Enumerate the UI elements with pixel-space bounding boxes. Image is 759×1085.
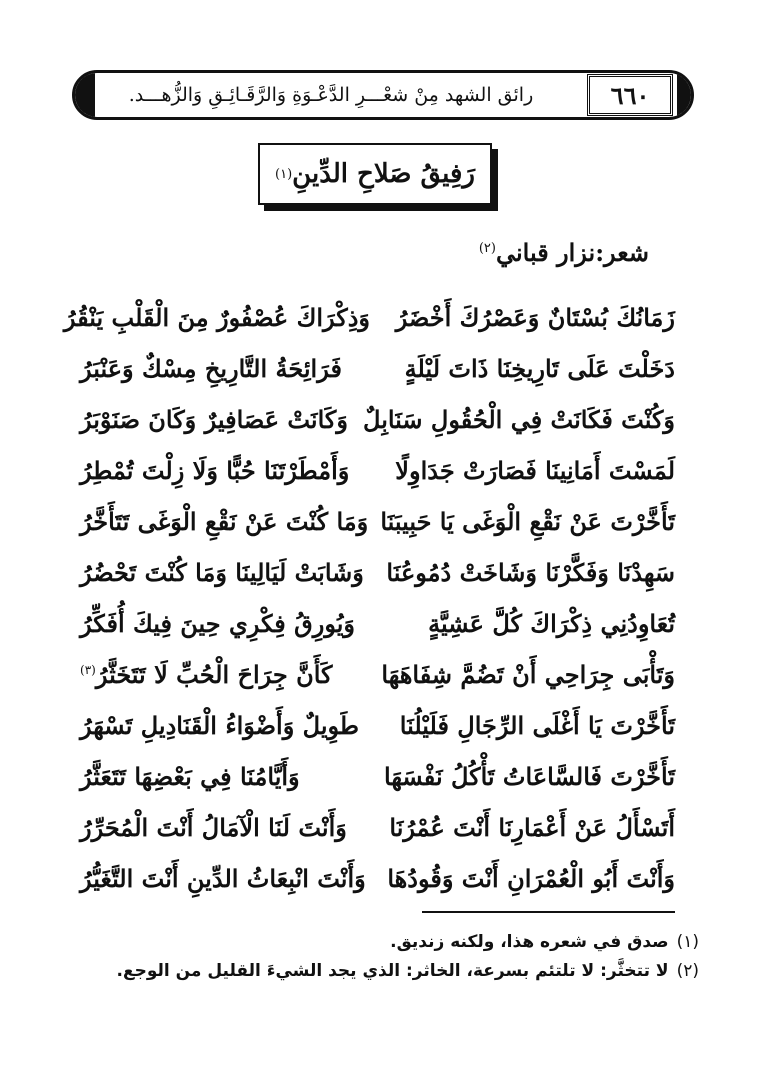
verse-first-hemistich: زَمَانُكَ بُسْتَانٌ وَعَصْرُكَ أَخْضَرُ [395, 303, 675, 332]
verse-first-hemistich: تَأَخَّرْتَ يَا أَغْلَى الرِّجَالِ فَلَيْلُنَا [399, 711, 675, 740]
verse-first-hemistich: تُعَاوِدُنِي ذِكْرَاكَ كُلَّ عَشِيَّةٍ [428, 609, 675, 638]
verse [80, 496, 675, 547]
hemistich-text: طَوِيلٌ وَأَضْوَاءُ الْقَنَادِيلِ تَسْهَرُ [80, 711, 360, 740]
verse [80, 394, 675, 445]
header-cap-right [677, 73, 691, 117]
verse [80, 751, 675, 802]
verse [80, 445, 675, 496]
hemistich-text: وَأَمْطَرْتَنَا حُبًّا وَلَا زِلْتَ تُمْطِرُ [80, 456, 350, 485]
verse [80, 547, 675, 598]
hemistich-text: وَشَابَتْ لَيَالِينَا وَمَا كُنْتَ تَحْضُرُ [80, 558, 364, 587]
verse-second-hemistich [80, 762, 370, 791]
verse-first-hemistich: سَهِدْنَا وَفَكَّرْنَا وَشَاخَتْ دُمُوعُنَا [386, 558, 675, 587]
verse-first-hemistich: وَكُنْتَ فَكَانَتْ فِي الْحُقُولِ سَنَابِلٌ [363, 405, 675, 434]
verse-second-hemistich [80, 660, 370, 689]
verse-second-hemistich [80, 456, 370, 485]
poem-body [63, 292, 675, 904]
poem-title [258, 143, 492, 205]
hemistich-text: وَأَنْتَ انْبِعَاثُ الدِّينِ أَنْتَ التَّغَيُّرُ [80, 864, 366, 893]
page-number-text: ٦٦٠ [610, 80, 650, 110]
verse [80, 853, 675, 904]
poet-byline-text: شعر:نزار قباني [495, 238, 649, 267]
verse-second-hemistich [63, 303, 370, 332]
verse-second-hemistich [80, 507, 370, 536]
verse-second-hemistich [80, 354, 370, 383]
verse-second-hemistich [80, 405, 370, 434]
footnote-text: لا تتخثَّر: لا تلتئم بسرعة، الخاثر: الذي يجد الشيءَ القليل من الوجع. [116, 961, 669, 981]
footnote [79, 932, 699, 952]
verse [80, 700, 675, 751]
hemistich-text: وَأَنْتَ لَنَا الْآمَالُ أَنْتَ الْمُحَرِّرُ [80, 813, 347, 842]
verse-first-hemistich: وَتَأْبَى جِرَاحِي أَنْ تَضُمَّ شِفَاهَهَا [381, 660, 675, 689]
verse-first-hemistich: وَأَنْتَ أَبُو الْعُمْرَانِ أَنْتَ وَقُودُهَا [387, 864, 675, 893]
verse-second-hemistich [80, 711, 370, 740]
footnotes [79, 932, 699, 990]
footnote-divider [422, 911, 675, 913]
verse-first-hemistich: لَمَسْتَ أَمَانِينَا فَصَارَتْ جَدَاوِلًا [395, 456, 675, 485]
verse-second-hemistich [80, 609, 370, 638]
page-number [587, 74, 673, 116]
hemistich-text: وَأَيَّامُنَا فِي بَعْضِهَا تَتَعَثَّرُ [80, 762, 300, 791]
verse-second-hemistich [80, 558, 370, 587]
verse-first-hemistich: دَخَلْتَ عَلَى تَارِيخِنَا ذَاتَ لَيْلَةٍ [404, 354, 675, 383]
hemistich-text: وَذِكْرَاكَ عُصْفُورٌ مِنَ الْقَلْبِ يَنْقُرُ [63, 303, 370, 332]
hemistich-text: وَمَا كُنْتَ عَنْ نَقْعِ الْوَغَى تَتَأَخَّرُ [80, 507, 369, 536]
poet-byline [479, 238, 649, 267]
verse-second-hemistich [80, 813, 370, 842]
verse [63, 292, 675, 343]
verse-first-hemistich: تَأَخَّرْتَ فَالسَّاعَاتُ تَأْكُلُ نَفْسَهَا [384, 762, 675, 791]
poem-title-text: رَفِيقُ صَلاحِ الدِّينِ [292, 159, 475, 189]
running-header [72, 70, 694, 120]
hemistich-text: وَكَانَتْ عَصَافِيرٌ وَكَانَ صَنَوْبَرُ [80, 405, 348, 434]
header-cap-left [75, 73, 95, 117]
footnote [79, 961, 699, 981]
footnote-number: (٢) [676, 961, 699, 981]
verse [80, 343, 675, 394]
verse [80, 649, 675, 700]
hemistich-text: فَرَائِحَةُ التَّارِيخِ مِسْكٌ وَعَنْبَرُ [80, 354, 342, 383]
running-title: رائق الشهد مِنْ شعْـــرِ الدَّعْـوَةِ وَالرَّقَـائِـقِ وَالزُّهـــد. [128, 84, 534, 106]
footnote-text: صدق في شعره هذا، ولكنه زنديق. [390, 932, 669, 952]
verse-first-hemistich: تَأَخَّرْتَ عَنْ نَقْعِ الْوَغَى يَا حَبِيبَنَا [380, 507, 675, 536]
verse [80, 598, 675, 649]
title-footnote-marker: (١) [275, 166, 293, 182]
verse [80, 802, 675, 853]
footnote-number: (١) [676, 932, 699, 952]
verse-second-hemistich [80, 864, 370, 893]
byline-footnote-marker: (٢) [478, 241, 496, 256]
verse-first-hemistich: أَتَسْأَلُ عَنْ أَعْمَارِنَا أَنْتَ عُمْرُنَا [389, 813, 675, 842]
hemistich-text: كَأَنَّ جِرَاحَ الْحُبِّ لَا تَتَخَثَّرُ [95, 660, 333, 689]
hemistich-text: وَيُورِقُ فِكْرِي حِينَ فِيكَ أُفَكِّرُ [80, 609, 355, 638]
verse-footnote-marker: (٣) [80, 663, 96, 677]
